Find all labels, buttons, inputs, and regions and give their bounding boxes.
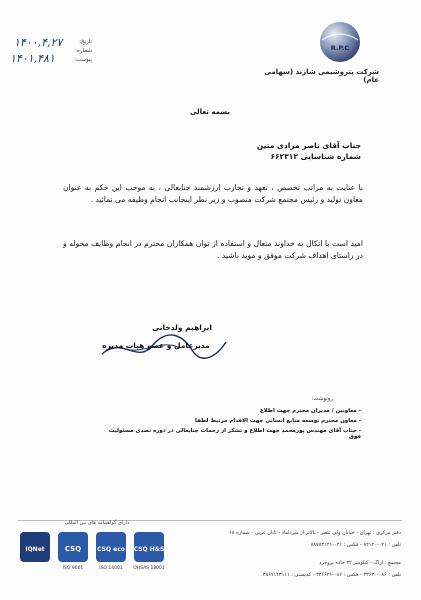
recipient-block [141,140,361,162]
recipient-name: جناب آقای ناصر مرادی متین [256,141,361,150]
cert-badge-text: CSQ H&S [134,546,164,553]
cert-label: ISO 14001 [99,566,123,571]
ohsas-cert-icon [134,532,164,562]
company-name: شرکت پتروشیمی شازند (سهامی عام) [264,68,379,84]
handwritten-number: ۱۴۰۱,۴۸۱ [10,52,55,65]
paragraph-appointment: با عنایت به مراتب تخصص ، تعهد و تجارب ارزشمند جنابعالی ، به موجب این حکم به عنوان معاون تولید و رئیس مجتمع شرکت منصوب و زیر نظر اینجانب انجام وظیفه می نمائید . [63,183,363,204]
attachment-label: پیوست: [74,57,92,63]
cert-label: ISO 9001 [62,566,84,571]
address-line: تلفن : ۰۸۶-۳۳۶۳۰ - فکس : ۰۸۶-۳۳۶۶۲۱ - کدپستی : ۳۸۶۷۱۴۳۱۱۱ [262,572,401,578]
handwritten-date: ۱۴۰۰,۴,۲۷ [14,36,63,49]
cert-badge-text: CSQ [64,545,82,553]
paragraph-wishes: امید است با اتکال به خداوند متعال و استفاده از توان همکاران محترم در انجام وظایف محوله و در راستای اهداف شرکت موفق و موید باشید . [63,239,363,260]
iso9001-cert-icon [58,532,88,562]
letter-meta-labels [66,38,92,65]
cert-badge-text: IQNet [25,546,45,553]
cert-badge-text: CSQ eco [97,546,125,553]
number-label: شماره: [75,48,92,54]
date-label: تاریخ: [79,39,92,45]
address-line: تلفن : ۰۲۱-۸۲۱۲۰ - فکس : ۰۲۱-۸۸۷۸۲۱۲۱ [310,542,401,548]
recipient-id: شماره شناسایی ۶۶۲۳۱۲ [270,152,361,161]
address-line: دفتر مرکزی : تهران - خیابان ولی عصر - بالاتر از میرداماد - تابان غربی - شماره ۶۸ [229,530,401,536]
cc-item: - معاونین / مدیران محترم جهت اطلاع [259,408,361,414]
salutation: بسمه تعالی [189,108,231,116]
cc-item: - معاون محترم توسعه منابع انسانی جهت الاقدام مرتبط لطفا [195,418,361,424]
iso14001-cert-icon [96,532,126,562]
signatory-title: مدیرعامل و عضو هیات مدیره [102,341,210,350]
cc-item: - جناب آقای مهندس پورمحمد جهت اطلاع و تشکر از زحمات جنابعالی در دوره تصدی مسئولیت فوق [108,428,361,440]
signatory-name: ابراهیم ولدخانی [152,323,212,332]
certs-caption: دارای گواهینامه های بین المللی [64,520,130,526]
iqnet-cert-icon [20,532,50,562]
rpc-logo-icon [318,20,362,64]
address-line: مجتمع : اراک - کیلومتر ۲۲ جاده بروجرد [319,560,401,566]
logo-text: R.P.C [330,44,350,52]
cc-heading: رونوشت: [311,396,333,402]
cert-label: OHSAS 18001 [133,566,165,571]
